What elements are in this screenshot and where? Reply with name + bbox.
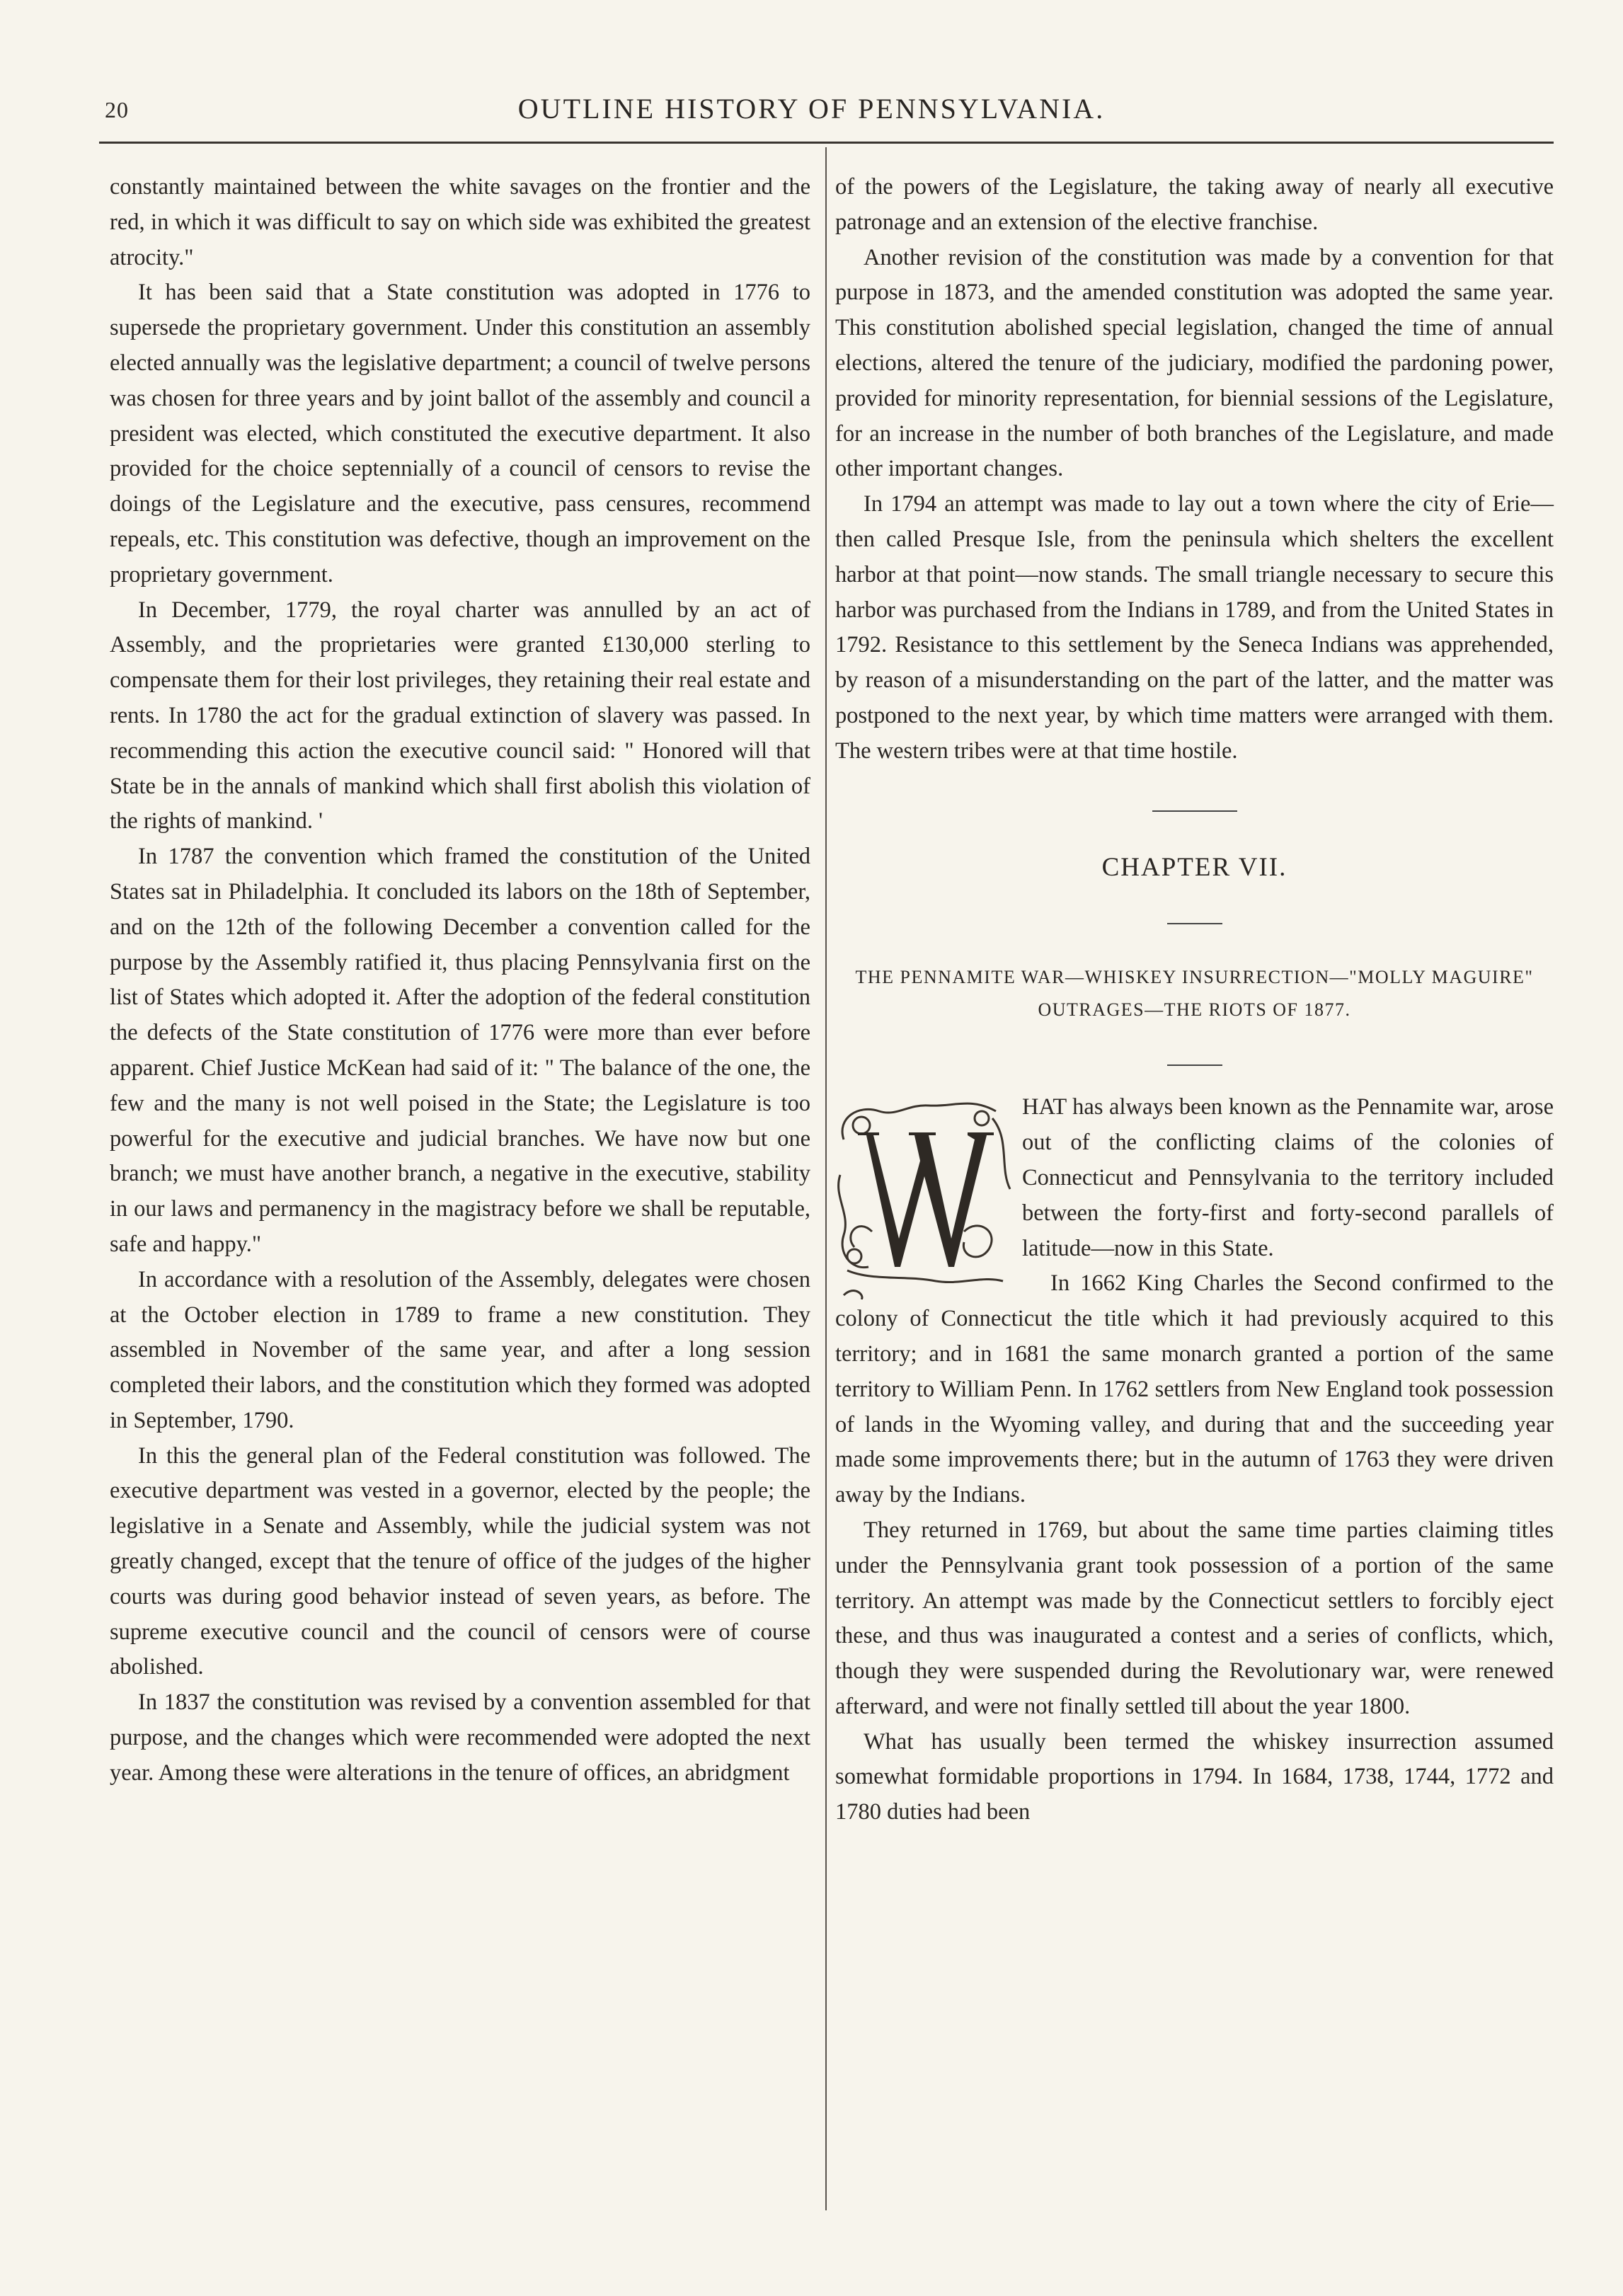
running-title: OUTLINE HISTORY OF PENNSYLVANIA.: [517, 93, 1106, 125]
column-divider: [825, 147, 827, 2210]
paragraph: In accordance with a resolution of the Assembly, delegates were chosen at the October election in 1789 to frame a new constitution. They assembled in November of the same year, and after a long session completed their labors, and the constitution which they formed was adopted in September, 1790.: [110, 1266, 810, 1433]
left-column: [110, 170, 810, 1791]
paragraph: Another revision of the constitution was made by a convention for that purpose in 1873, and the amended constitution was adopted the same year. This constitution abolished special legislation, changed the time of annual elections, altered the tenure of the judiciary, modified the pardoning power, provided for minority representation, for biennial sessions of the Legislature, for an increase in the number of both branches of the Legislature, and made other important changes.: [835, 244, 1554, 482]
header-rule: [99, 142, 1554, 144]
paragraph: In 1837 the constitution was revised by a convention assembled for that purpose, and the changes which were recommended were adopted the next year. Among these were alterations in the tenure of offices, an abridgment: [110, 1689, 810, 1786]
page-number: 20: [105, 97, 129, 122]
paragraph: What has usually been termed the whiskey insurrection assumed somewhat formidable proportions in 1794. In 1684, 1738, 1744, 1772 and 1780 duties had been: [835, 1728, 1554, 1825]
paragraph: of the powers of the Legislature, the taking away of nearly all executive patronage and an extension of the elective franchise.: [835, 174, 1554, 235]
paragraph: It has been said that a State constitution was adopted in 1776 to supersede the proprietary government. Under this constitution an assembly elected annually was the legislative department; a council of twelve persons was chosen for three years and by joint ballot of the assembly and council a president was elected, which constituted the executive department. It also provided for the choice septennially of a council of censors to revise the doings of the Legislature and the executive, pass censures, recommend repeals, etc. This constitution was defective, though an improvement on the proprietary government.: [110, 280, 810, 587]
ornamental-dropcap-icon: [830, 1090, 1015, 1299]
paragraph: They returned in 1769, but about the same time parties claiming titles under the Pennsylvania grant took possession of a portion of the same territory. An attempt was made by the Connecticut settlers to forcibly eject these, and thus was inaugurated a contest and a series of conflicts, which, though they were suspended during the Revolutionary war, were renewed afterward, and were not finally settled till about the year 1800.: [835, 1517, 1554, 1719]
paragraph: In 1794 an attempt was made to lay out a town where the city of Erie—then called Presque Isle, from the peninsula which shelters the excellent harbor at that point—now stands. The small triangle necessary to secure this harbor was purchased from the Indians in 1789, and from the United States in 1792. Resistance to this settlement by the Seneca Indians was apprehended, by reason of a misunderstanding on the part of the latter, and the matter was postponed to the next year, by which time matters were arranged with them. The western tribes were at that time hostile.: [835, 491, 1554, 764]
right-column: [830, 170, 1554, 1830]
section-separator: [1167, 1064, 1222, 1066]
paragraph: In 1787 the convention which framed the constitution of the United States sat in Philadelphia. It concluded its labors on the 18th of September, and on the 12th of the following December a convention called for the purpose by the Assembly ratified it, thus placing Pennsylvania first on the list of States which adopted it. After the adoption of the federal constitution the defects of the State constitution of 1776 were more than ever before apparent. Chief Justice McKean had said of it: " The balance of the one, the few and the many is not well poised in the State; the Legislature is too powerful for the executive and judicial branches. We have now but one branch; we must have another branch, a negative in the executive, stability in our laws and permanency in the magistracy before we shall be reputable, safe and happy.": [110, 844, 810, 1257]
paragraph: constantly maintained between the white savages on the frontier and the red, in which it was difficult to say on which side was exhibited the greatest atrocity.": [110, 174, 810, 270]
chapter-subtitle: THE PENNAMITE WAR—WHISKEY INSURRECTION—"MOLLY MAGUIRE" OUTRAGES—THE RIOTS OF 1877.: [855, 967, 1534, 1021]
paragraph: In December, 1779, the royal charter was annulled by an act of Assembly, and the proprietaries were granted £130,000 sterling to compensate them for their lost privileges, they retaining their real estate and rents. In 1780 the act for the gradual extinction of slavery was passed. In recommending this action the executive council said: " Honored will that State be in the annals of mankind which shall first abolish this violation of the rights of mankind. ': [110, 597, 810, 834]
paragraph: In this the general plan of the Federal constitution was followed. The executive department was vested in a governor, elected by the people; the legislative in a Senate and Assembly, while the judicial system was not greatly changed, except that the tenure of office of the judges of the higher courts was during good behavior instead of seven years, as before. The supreme executive council and the council of censors were of course abolished.: [110, 1442, 810, 1680]
paragraph: In 1662 King Charles the Second confirmed to the colony of Connecticut the title which it had previously acquired to this territory; and in 1681 the same monarch granted a portion of the same territory to William Penn. In 1762 settlers from New England took possession of lands in the Wyoming valley, and during that and the succeeding year made some improvements there; but in the autumn of 1763 they were driven away by the Indians.: [835, 1270, 1554, 1508]
chapter-opening: [830, 1090, 1554, 1266]
section-separator: [1167, 923, 1222, 924]
chapter-title: CHAPTER VII.: [1101, 852, 1287, 882]
section-separator: [1152, 810, 1237, 812]
paragraph: HAT has always been known as the Pennamite war, arose out of the conflicting claims of the colonies of Connecticut and Pennsylvania to the territory included between the forty-first and forty-second parallels of latitude—now in this State.: [1022, 1094, 1554, 1261]
